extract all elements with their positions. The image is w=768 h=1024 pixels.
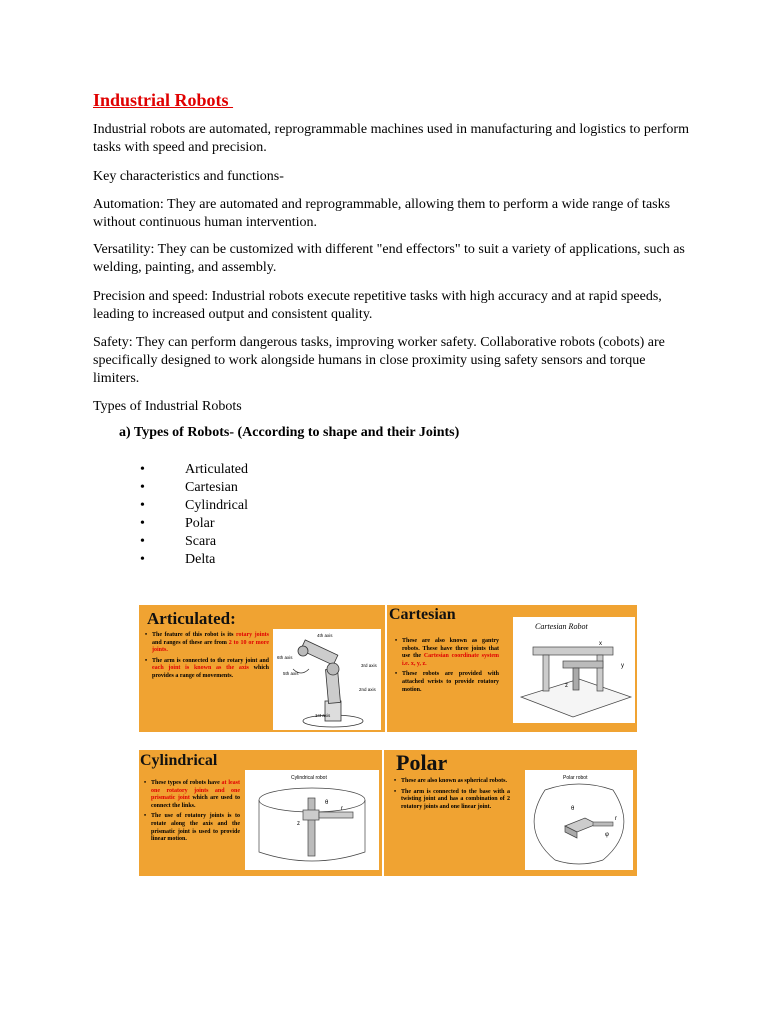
axis-label-1: 1st axis [315, 713, 331, 718]
list-item: • Delta [140, 552, 216, 567]
types-label: Types of Industrial Robots [93, 399, 242, 414]
list-item: • The feature of this robot is its rotary joints and ranges of these are from 2 to 10 or more joints. [145, 632, 269, 655]
polar-label-phi: φ [605, 832, 609, 838]
cartesian-axis-y: y [621, 663, 624, 669]
cartesian-title: Cartesian [389, 606, 456, 623]
cylindrical-label-theta: θ [325, 800, 329, 806]
cartesian-figure-title: Cartesian Robot [535, 622, 588, 631]
list-item: • Articulated [140, 462, 248, 477]
axis-label-3: 3rd axis [361, 663, 377, 668]
bullet-icon: • [140, 534, 145, 549]
list-item: • These robots are provided with attached wrists to provide rotatory motion. [395, 671, 499, 694]
cylindrical-figure-title: Cylindrical robot [291, 775, 327, 781]
robots-image-top [139, 605, 637, 732]
axis-label-5: 5th axis [283, 671, 299, 676]
polar-robot-figure [525, 770, 633, 870]
key-characteristics-label: Key characteristics and functions- [93, 169, 284, 184]
list-item: • Polar [140, 516, 215, 531]
panel-divider [382, 750, 384, 876]
list-item: • These types of robots have at least one rotatory joints and one prismatic joint which are used to connect the links. [144, 780, 240, 810]
list-item: • Cartesian [140, 480, 238, 495]
articulated-description [145, 632, 269, 684]
versatility-paragraph: Versatility: They can be customized with different "end effectors" to suit a variety of applications, such as welding, painting, and assembly. [93, 242, 685, 275]
cylindrical-description [144, 780, 240, 847]
list-item: • The arm is connected to the base with a twisting joint and has a combination of 2 rotatory joints and one linear joint. [394, 789, 510, 812]
list-item: • Scara [140, 534, 217, 549]
list-item: • The use of rotatory joints is to rotate along the axis and the prismatic joint is used to provide linear motion. [144, 813, 240, 843]
panel-divider [385, 605, 387, 732]
articulated-title: Articulated: [147, 609, 236, 628]
list-item: • These are also known as spherical robots. [394, 778, 510, 786]
bullet-icon: • [140, 498, 145, 513]
cartesian-robot-diagram [513, 617, 635, 723]
polar-title: Polar [396, 750, 448, 775]
axis-label-4: 4th axis [317, 633, 333, 638]
robot-types-list [140, 461, 248, 569]
section-a-heading: a) Types of Robots- (According to shape and their Joints) [119, 425, 460, 440]
intro-paragraph: Industrial robots are automated, reprogrammable machines used in manufacturing and logistics to perform tasks with speed and precision. [93, 122, 689, 155]
axis-label-6: 6th axis [277, 655, 293, 660]
page-title: Industrial Robots [93, 90, 234, 110]
axis-label-2: 2nd axis [359, 687, 376, 692]
cylindrical-title: Cylindrical [140, 752, 218, 769]
polar-description [394, 778, 510, 814]
list-item: • The arm is connected to the rotary joint and each joint is known as the axis which provides a range of movements. [145, 658, 269, 681]
bullet-icon: • [140, 552, 145, 567]
cylindrical-label-z: z [297, 821, 300, 827]
polar-figure-title: Polar robot [563, 775, 588, 781]
cylindrical-robot-figure [245, 770, 379, 870]
precision-paragraph: Precision and speed: Industrial robots execute repetitive tasks with high accuracy and at rapid speeds, leading to increased output and consistent quality. [93, 289, 662, 322]
polar-robot-diagram [525, 770, 633, 870]
articulated-robot-diagram [273, 629, 381, 730]
cartesian-description [395, 638, 499, 697]
articulated-robot-figure [273, 629, 381, 730]
cartesian-axis-x: x [599, 641, 602, 647]
cartesian-robot-figure [513, 617, 635, 723]
automation-paragraph: Automation: They are automated and reprogrammable, allowing them to perform a wide range of tasks without continuous human intervention. [93, 197, 671, 230]
cartesian-axis-z: z [565, 683, 568, 689]
polar-label-theta: θ [571, 806, 575, 812]
safety-paragraph: Safety: They can perform dangerous tasks, improving worker safety. Collaborative robots (cobots) are specifically designed to work alongside humans in close proximity using safety sensors and torque limiters. [93, 335, 665, 386]
bullet-icon: • [140, 480, 145, 495]
polar-label-r: r [615, 816, 617, 822]
cylindrical-label-r: r [341, 806, 343, 812]
robots-image-bottom [139, 750, 637, 876]
list-item: • These are also known as gantry robots. These have three joints that use the Cartesian coordinate system i.e. x, y, z. [395, 638, 499, 668]
cylindrical-robot-diagram [245, 770, 379, 870]
bullet-icon: • [140, 516, 145, 531]
bullet-icon: • [140, 462, 145, 477]
list-item: • Cylindrical [140, 498, 248, 513]
